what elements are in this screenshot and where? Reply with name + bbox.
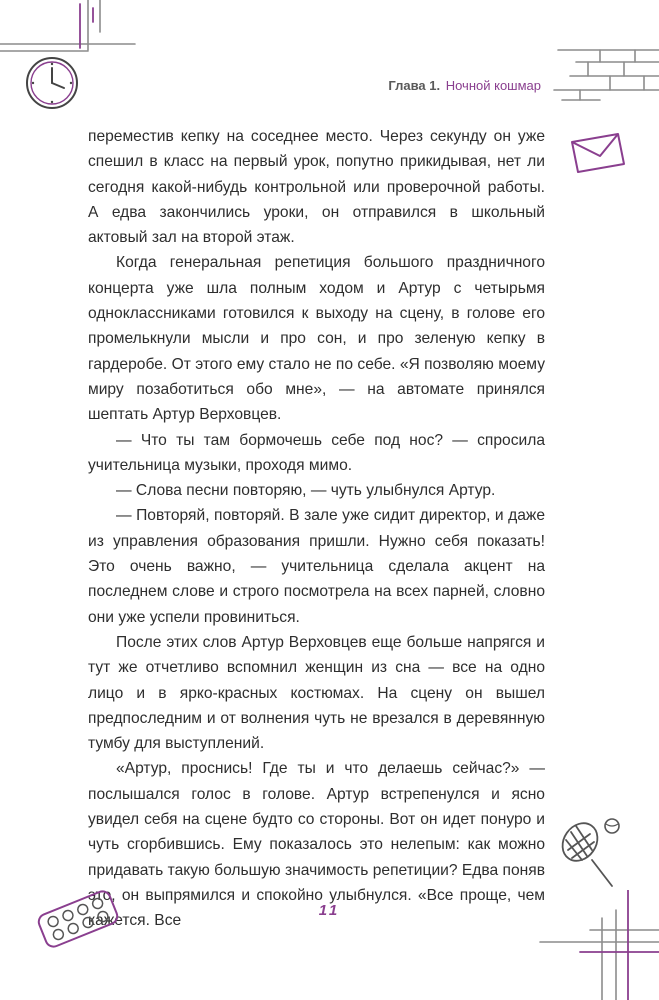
paragraph: переместив кепку на соседнее место. Через секунду он уже спешил в класс на первый урок, попутно прикидывая, нет ли сегодня какой-нибудь контрольной или проверочной работы. А едва закончились уроки, он отправился в школьный актовый зал на второй этаж.: [88, 128, 545, 247]
tennis-racket-icon: [554, 806, 624, 890]
paragraph: — Что ты там бормочешь себе под нос? — спросила учительница музыки, проходя мимо.: [88, 431, 545, 474]
chapter-title: Ночной кошмар: [445, 78, 541, 93]
pill-blister-icon: [28, 884, 128, 954]
paragraph: После этих слов Артур Верховцев еще больше напрягся и тут же отчетливо вспомнил женщин из сна — все на одно лицо и в ярко-красных костюмах. На сцену он вышел предпоследним и от волнения чуть не врезался в деревянную тумбу для выступлений.: [88, 633, 545, 753]
body-text: [88, 124, 545, 934]
envelope-icon: [566, 128, 630, 176]
running-header: [388, 78, 541, 93]
brick-wall-doodle: [540, 40, 659, 110]
paragraph: «Артур, проснись! Где ты и что делаешь сейчас?» — послышался голос в голове. Артур встрепенулся и ясно увидел себя на сцене будто со стороны. Вот он идет понуро и чуть сгорбившись. Ему показалось это нелепым: как можно придавать такую большую значимость репетиции? Едва поняв это, он выпрямился и спокойно улыбнулся. «Все проще, чем кажется. Все: [88, 760, 545, 930]
paragraph: — Повторяй, повторяй. В зале уже сидит директор, и даже из управления образования пришли. Нужно себя показать! Это очень важно, — учительница сделала акцент на последнем слове и строго посмотрела на всех парней, словно они уже успели провиниться.: [88, 507, 545, 626]
paragraph: Когда генеральная репетиция большого праздничного концерта уже шла полным ходом и Артур с четырьмя одноклассниками готовился к выходу на сцену, в голове его промелькнули мысли и про сон, и про зеленую кепку в гардеробе. От этого ему стало не по себе. «Я позволяю моему миру позаботиться обо мне», — на автомате принялся шептать Артур Верховцев.: [88, 254, 545, 424]
bottom-right-doodle: [520, 890, 659, 1000]
clock-icon: [27, 58, 77, 108]
paragraph: — Слова песни повторяю, — чуть улыбнулся Артур.: [116, 482, 496, 500]
chapter-label: Глава 1.: [388, 78, 441, 93]
page-number: 11: [318, 902, 341, 919]
